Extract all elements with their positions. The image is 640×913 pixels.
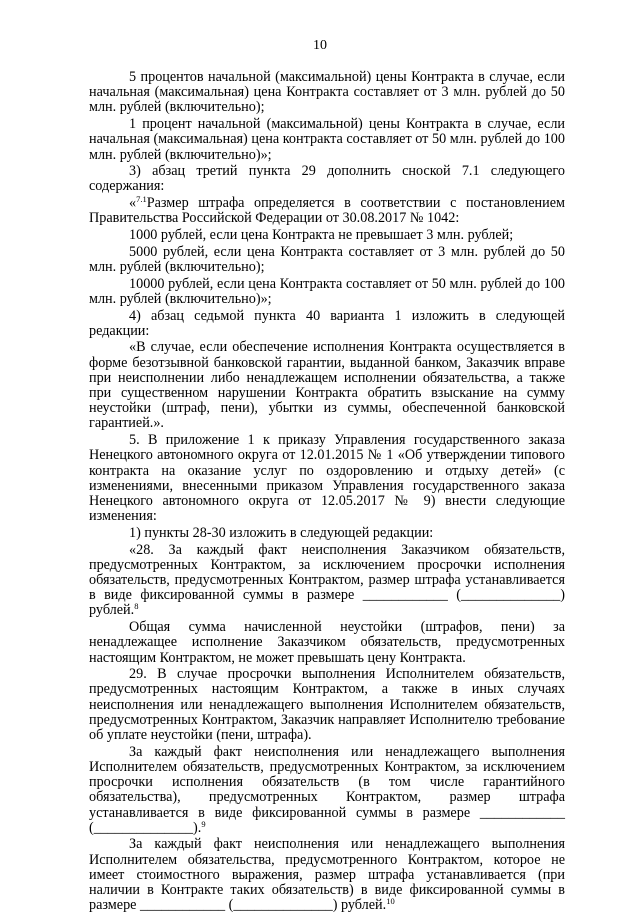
paragraph-14: 29. В случае просрочки выполнения Исполнителем обязательств, предусмотренных настоящим Контрактом, а также в иных случаях неисполнения или ненадлежащего выполнения Исполнителем обязательств, предусмотренных Контрактом, Заказчик направляет Исполнителю требование об уплате неустойки (пени, штрафа). bbox=[89, 666, 565, 744]
paragraph-3: 3) абзац третий пункта 29 дополнить сноской 7.1 следующего содержания: bbox=[89, 163, 565, 195]
paragraph-10: 5. В приложение 1 к приказу Управления государственного заказа Ненецкого автономного округа от 12.01.2015 № 1 «Об утверждении типового контракта на оказание услуг по оздоровлению и отдыху детей» (с изменениями, внесенными приказом Управления государственного заказа Ненецкого автономного округа от 12.05.2017 № 9) внести следующие изменения: bbox=[89, 432, 565, 525]
paragraph-1: 5 процентов начальной (максимальной) цены Контракта в случае, если начальная (максимальная) цена Контракта составляет от 3 млн. рублей до 50 млн. рублей (включительно); bbox=[89, 69, 565, 116]
paragraph-16 bbox=[89, 837, 565, 913]
paragraph-2: 1 процент начальной (максимальной) цены Контракта в случае, если начальная (максимальная) цена контракта составляет от 50 млн. рублей до 100 млн. рублей (включительно)»; bbox=[89, 116, 565, 163]
paragraph-12 bbox=[89, 543, 565, 619]
paragraph-5: 1000 рублей, если цена Контракта не превышает 3 млн. рублей; bbox=[129, 227, 514, 244]
paragraph-4 bbox=[89, 196, 565, 226]
paragraph-13: Общая сумма начисленной неустойки (штрафов, пени) за ненадлежащее исполнение Заказчиком обязательств, предусмотренных настоящим Контрактом, не может превышать цену Контракта. bbox=[89, 619, 565, 666]
footnote-ref-9: 9 bbox=[201, 818, 206, 829]
paragraph-11: 1) пункты 28-30 изложить в следующей редакции: bbox=[129, 524, 434, 541]
footnote-ref-8: 8 bbox=[134, 601, 139, 612]
paragraph-4-text: Размер штрафа определяется в соответствии с постановлением Правительства Российской Федерации от 30.08.2017 № 1042: bbox=[89, 195, 565, 227]
paragraph-15 bbox=[89, 745, 565, 836]
paragraph-15-text: За каждый факт неисполнения или ненадлежащего выполнения Исполнителем обязательств, предусмотренных Контрактом, за исключением просрочки исполнения обязательств (в том числе гарантийного обязательства), предусмотренных Контрактом, размер штрафа устанавливается в виде фиксированной суммы в размере ____________ (______________). bbox=[89, 743, 565, 836]
paragraph-6: 5000 рублей, если цена Контракта составляет от 3 млн. рублей до 50 млн. рублей (включительно); bbox=[89, 243, 565, 275]
paragraph-9: «В случае, если обеспечение исполнения Контракта осуществляется в форме безотзывной банковской гарантии, выданной банком, Заказчик вправе при неисполнении либо ненадлежащем исполнении обязательства, а также при существенном нарушении Контракта обратить взыскание на сумму неустойки (штраф, пени), убытки из суммы, обеспеченной банковской гарантией.». bbox=[89, 339, 565, 432]
paragraph-12-text: «28. За каждый факт неисполнения Заказчиком обязательств, предусмотренных Контрактом, за исключением просрочки исполнения обязательств, предусмотренных Контрактом, размер штрафа устанавливается в виде фиксированной суммы в размере ____________ (______________) рублей. bbox=[89, 541, 565, 619]
document-body bbox=[89, 70, 565, 913]
paragraph-7: 10000 рублей, если цена Контракта составляет от 50 млн. рублей до 100 млн. рублей (включительно)»; bbox=[89, 275, 565, 307]
open-quote: « bbox=[129, 195, 137, 212]
footnote-ref-10: 10 bbox=[386, 896, 395, 907]
paragraph-8: 4) абзац седьмой пункта 40 варианта 1 изложить в следующей редакции: bbox=[89, 307, 565, 339]
paragraph-16-text: За каждый факт неисполнения или ненадлежащего выполнения Исполнителем обязательства, предусмотренного Контрактом, которое не имеет стоимостного выражения, размер штрафа устанавливается (при наличии в Контракте таких обязательств) в виде фиксированной суммы в размере ____________ (______________) рублей. bbox=[89, 836, 565, 913]
footnote-ref-7-1: 7.1 bbox=[136, 194, 147, 205]
page-number: 10 bbox=[313, 38, 327, 53]
